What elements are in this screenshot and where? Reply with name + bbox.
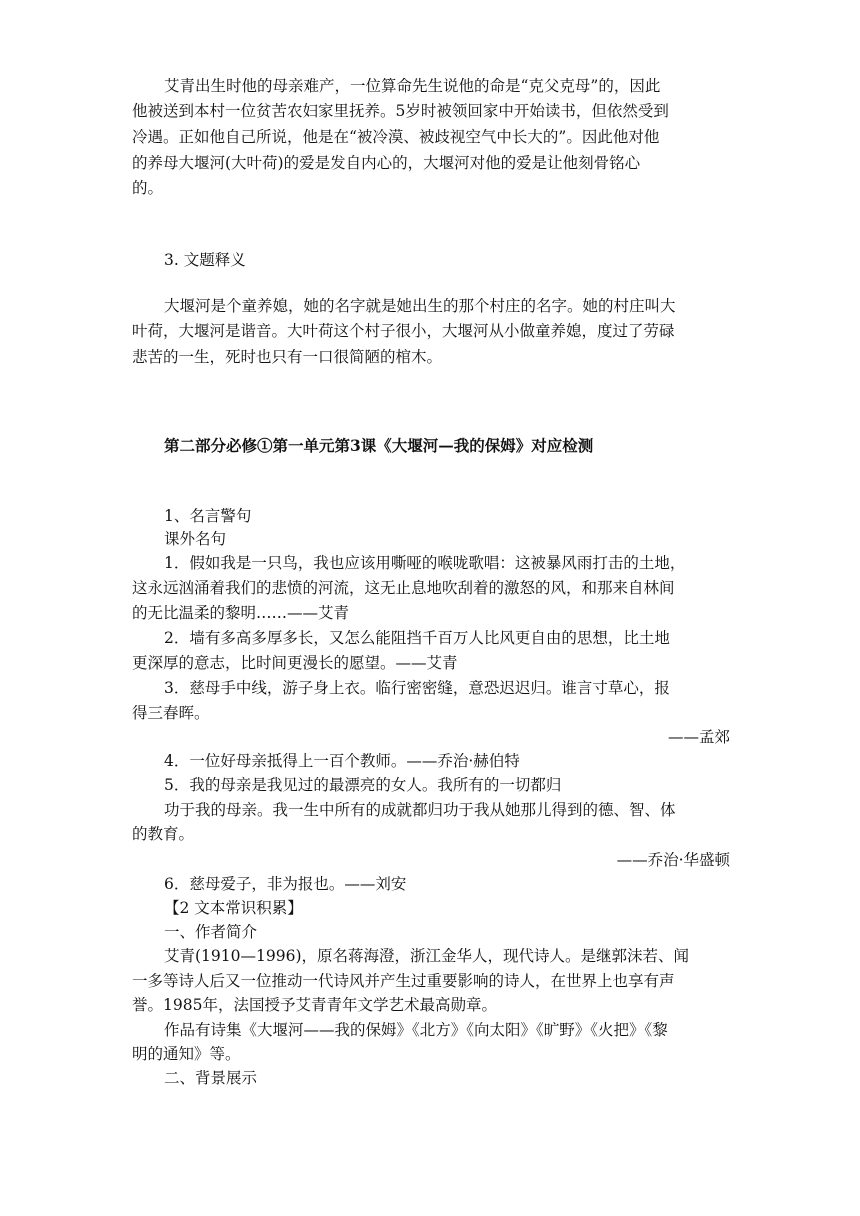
- quote-3-line-1: 3．慈母手中线，游子身上衣。临行密密缝，意恐迟迟归。谁言寸草心，报: [164, 679, 670, 697]
- paragraph-1-line-2: 他被送到本村一位贫苦农妇家里抚养。5岁时被领回家中开始读书，但依然受到: [132, 102, 669, 120]
- author-intro-line-2: 一多等诗人后又一位推动一代诗风并产生过重要影响的诗人，在世界上也享有声: [132, 972, 675, 990]
- works-line-2: 明的通知》等。: [132, 1045, 241, 1063]
- quote-2-line-1: 2．墙有多高多厚多长，又怎么能阻挡千百万人比风更自由的思想，比土地: [164, 629, 670, 647]
- quote-2-line-2: 更深厚的意志，比时间更漫长的愿望。——艾青: [132, 654, 458, 672]
- quote-5-line-2: 功于我的母亲。我一生中所有的成就都归功于我从她那儿得到的德、智、体: [164, 801, 676, 819]
- quote-3-line-2: 得三春晖。: [132, 704, 210, 722]
- works-line-1: 作品有诗集《大堰河——我的保姆》《北方》《向太阳》《旷野》《火把》《黎: [164, 1021, 668, 1039]
- paragraph-1-line-3: 冷遇。正如他自己所说，他是在“被冷漠、被歧视空气中长大的”。因此他对他: [132, 128, 660, 146]
- author-intro-line-3: 誉。1985年，法国授予艾青青年文学艺术最高勋章。: [132, 996, 497, 1014]
- section-3-heading: 3. 文题释义: [164, 251, 246, 269]
- quotes-subtitle: 课外名句: [164, 530, 227, 548]
- quote-1-line-2: 这永远汹涌着我们的悲愤的河流，这无止息地吹刮着的激怒的风，和那来自林间: [132, 579, 675, 597]
- author-intro-line-1: 艾青(1910—1996)，原名蒋海澄，浙江金华人，现代诗人。是继郭沫若、闻: [164, 947, 689, 965]
- quote-5-line-1: 5．我的母亲是我见过的最漂亮的女人。我所有的一切都归: [164, 776, 562, 794]
- quote-5-author: ——乔治·华盛顿: [616, 851, 730, 869]
- knowledge-title: 【2 文本常识积累】: [164, 899, 303, 917]
- quote-5-line-3: 的教育。: [132, 825, 195, 843]
- quotes-title: 1、名言警句: [164, 507, 252, 525]
- background-heading: 二、背景展示: [164, 1069, 258, 1087]
- quote-3-author: ——孟郊: [667, 728, 730, 746]
- paragraph-2-line-2: 叶荷，大堰河是谐音。大叶荷这个村子很小，大堰河从小做童养媳，度过了劳碌: [132, 322, 675, 340]
- paragraph-2-line-1: 大堰河是个童养媳，她的名字就是她出生的那个村庄的名字。她的村庄叫大: [164, 297, 676, 315]
- quote-1-line-1: 1．假如我是一只鸟，我也应该用嘶哑的喉咙歌唱：这被暴风雨打击的土地，: [164, 554, 686, 572]
- paragraph-2-line-3: 悲苦的一生，死时也只有一口很简陋的棺木。: [132, 348, 443, 366]
- quote-4: 4．一位好母亲抵得上一百个教师。——乔治·赫伯特: [164, 752, 520, 770]
- paragraph-1-line-1: 艾青出生时他的母亲难产，一位算命先生说他的命是“克父克母”的，因此: [164, 77, 661, 95]
- author-intro-heading: 一、作者简介: [164, 923, 258, 941]
- paragraph-1-line-4: 的养母大堰河(大叶荷)的爱是发自内心的，大堰河对他的爱是让他刻骨铭心: [132, 154, 641, 172]
- quote-1-line-3: 的无比温柔的黎明……——艾青: [132, 604, 350, 622]
- quote-6: 6．慈母爱子，非为报也。——刘安: [164, 875, 407, 893]
- paragraph-1-line-5: 的。: [132, 179, 164, 197]
- part-two-heading: 第二部分必修①第一单元第3课《大堰河—我的保姆》对应检测: [164, 436, 594, 455]
